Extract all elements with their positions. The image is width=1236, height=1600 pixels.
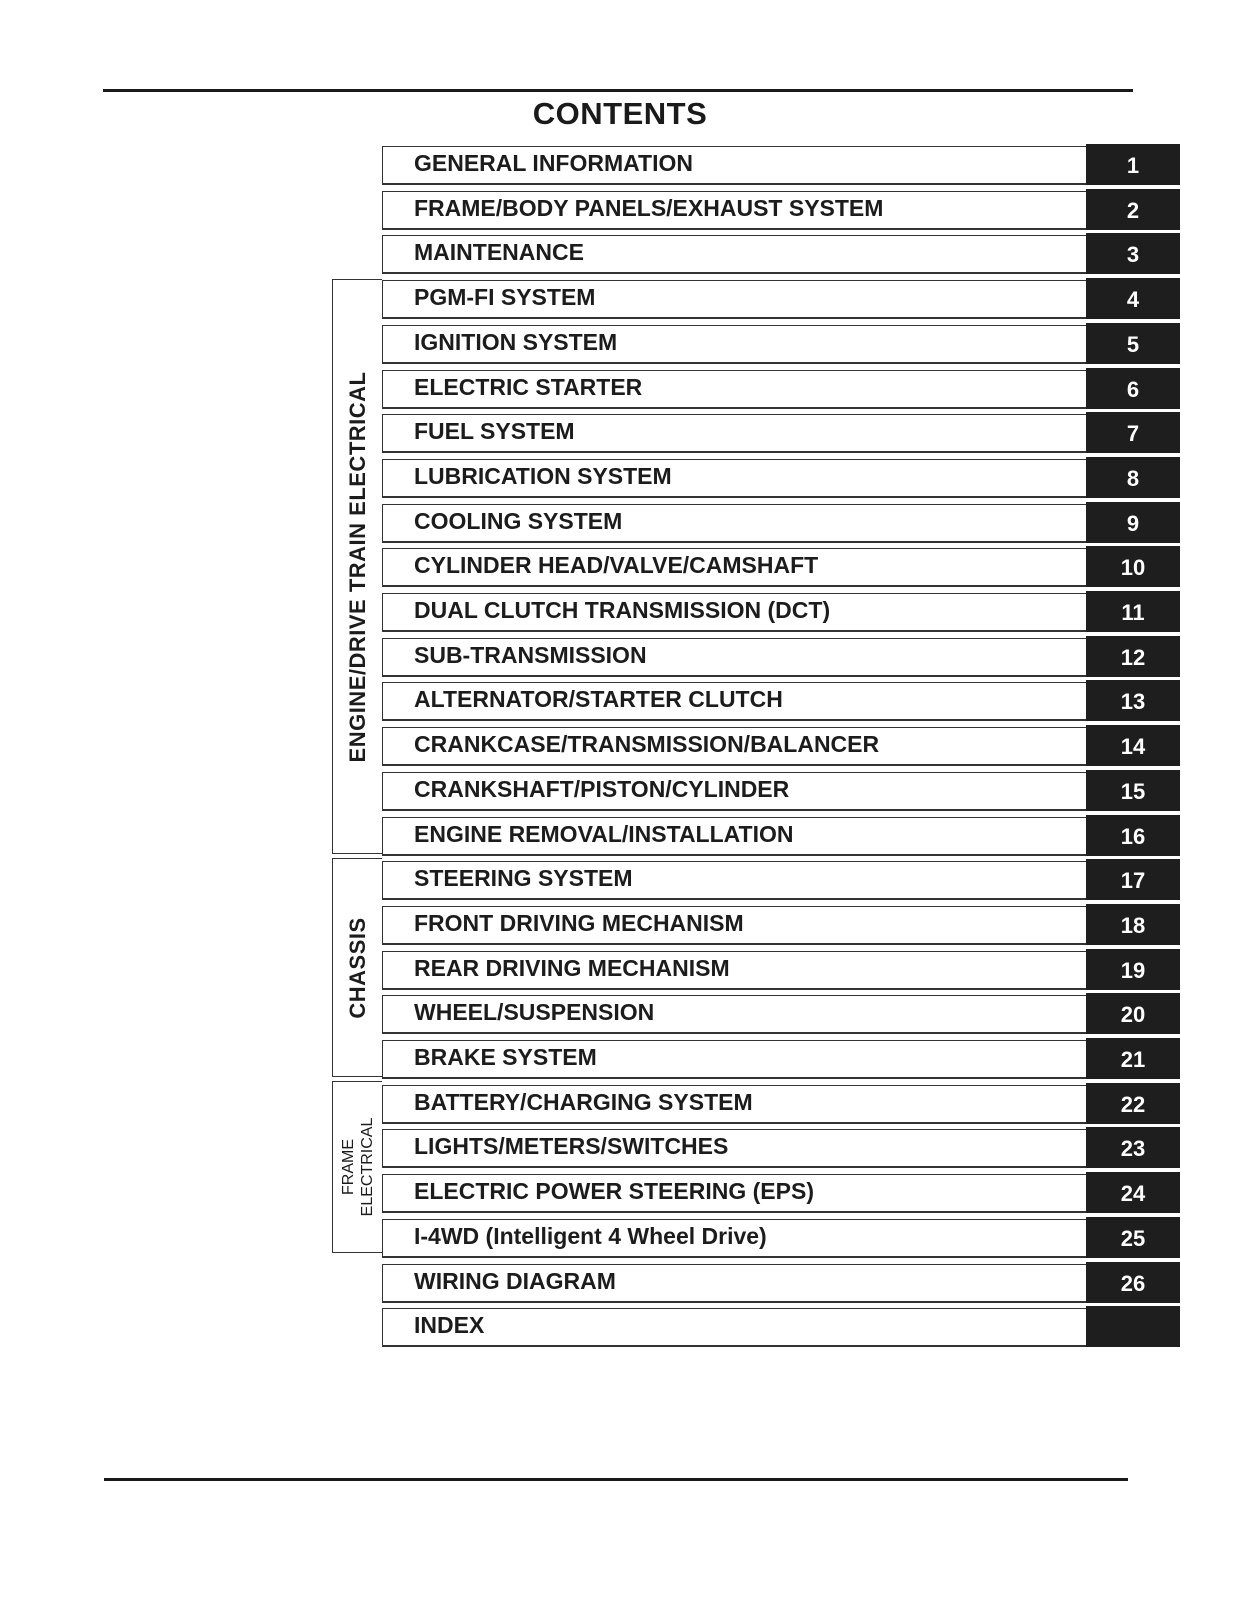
toc-item-label[interactable]: IGNITION SYSTEM: [414, 329, 618, 355]
toc-item-label[interactable]: BRAKE SYSTEM: [414, 1044, 597, 1070]
section-tab[interactable]: 11: [1086, 591, 1180, 632]
group-label-engine: ENGINE/DRIVE TRAIN ELECTRICAL: [344, 371, 370, 762]
section-tab[interactable]: 21: [1086, 1038, 1180, 1079]
group-label-frame-line2: ELECTRICAL: [358, 1117, 376, 1217]
toc-item-box: [382, 995, 1088, 1034]
toc-item-box: [382, 638, 1088, 677]
section-tab[interactable]: 15: [1086, 770, 1180, 811]
toc-item-box: [382, 1129, 1088, 1168]
toc-item[interactable]: [382, 861, 1180, 901]
toc-item-label[interactable]: FRAME/BODY PANELS/EXHAUST SYSTEM: [414, 195, 884, 221]
section-tab[interactable]: [1086, 1306, 1180, 1347]
toc-item-label[interactable]: CRANKCASE/TRANSMISSION/BALANCER: [414, 731, 880, 757]
toc-item-box: [382, 1308, 1088, 1347]
top-rule: [103, 89, 1133, 92]
toc-item-box: [382, 951, 1088, 990]
toc-item[interactable]: [382, 191, 1180, 231]
toc-item-box: [382, 772, 1088, 811]
section-tab[interactable]: 9: [1086, 502, 1180, 543]
page-title: CONTENTS: [532, 96, 708, 131]
toc-item-box: [382, 370, 1088, 409]
toc-item[interactable]: [382, 1085, 1180, 1125]
toc-item-box: [382, 235, 1088, 274]
section-tab[interactable]: 16: [1086, 815, 1180, 856]
toc-item-label[interactable]: SUB-TRANSMISSION: [414, 642, 647, 668]
section-tab[interactable]: 19: [1086, 949, 1180, 990]
toc-item-box: [382, 727, 1088, 766]
section-tab[interactable]: 4: [1086, 278, 1180, 319]
toc-item-box: [382, 1040, 1088, 1079]
section-tab[interactable]: 8: [1086, 457, 1180, 498]
group-chassis: [332, 858, 382, 1077]
toc-item[interactable]: [382, 1129, 1180, 1169]
section-tab[interactable]: 6: [1086, 368, 1180, 409]
toc-item-box: [382, 548, 1088, 587]
section-tab[interactable]: 24: [1086, 1172, 1180, 1213]
toc-item-label[interactable]: DUAL CLUTCH TRANSMISSION (DCT): [414, 597, 831, 623]
section-tab[interactable]: 22: [1086, 1083, 1180, 1124]
toc-item-label[interactable]: CYLINDER HEAD/VALVE/CAMSHAFT: [414, 552, 819, 578]
toc-item[interactable]: [382, 548, 1180, 588]
toc-item-box: [382, 191, 1088, 230]
toc-item-label[interactable]: STEERING SYSTEM: [414, 865, 633, 891]
toc-item[interactable]: [382, 1174, 1180, 1214]
toc-item[interactable]: [382, 146, 1180, 186]
toc-item-label[interactable]: BATTERY/CHARGING SYSTEM: [414, 1089, 753, 1115]
toc-item-label[interactable]: FRONT DRIVING MECHANISM: [414, 910, 744, 936]
group-label-frame: [339, 1118, 377, 1217]
toc-item-label[interactable]: ELECTRIC POWER STEERING (EPS): [414, 1178, 814, 1204]
toc-item-label[interactable]: INDEX: [414, 1312, 485, 1338]
section-tab[interactable]: 3: [1086, 233, 1180, 274]
section-tab[interactable]: 26: [1086, 1262, 1180, 1303]
toc-item[interactable]: [382, 727, 1180, 767]
section-tab[interactable]: 13: [1086, 680, 1180, 721]
toc-item[interactable]: [382, 1308, 1180, 1348]
toc-item[interactable]: [382, 414, 1180, 454]
toc-item-box: [382, 325, 1088, 364]
toc-item-label[interactable]: WIRING DIAGRAM: [414, 1268, 616, 1294]
toc-item-label[interactable]: REAR DRIVING MECHANISM: [414, 955, 730, 981]
toc-item[interactable]: [382, 1264, 1180, 1304]
section-tab[interactable]: 14: [1086, 725, 1180, 766]
toc-item-label[interactable]: I-4WD (Intelligent 4 Wheel Drive): [414, 1223, 767, 1249]
toc-item-box: [382, 1264, 1088, 1303]
toc-item[interactable]: [382, 1040, 1180, 1080]
toc-item[interactable]: [382, 280, 1180, 320]
toc-item-label[interactable]: LIGHTS/METERS/SWITCHES: [414, 1133, 729, 1159]
toc-item-box: [382, 593, 1088, 632]
toc-item[interactable]: [382, 906, 1180, 946]
toc-item-box: [382, 1219, 1088, 1258]
section-tab[interactable]: 23: [1086, 1127, 1180, 1168]
toc-item[interactable]: [382, 638, 1180, 678]
toc-item-label[interactable]: LUBRICATION SYSTEM: [414, 463, 672, 489]
group-label-chassis: CHASSIS: [344, 916, 370, 1019]
toc-item-label[interactable]: COOLING SYSTEM: [414, 508, 623, 534]
toc-item[interactable]: [382, 504, 1180, 544]
toc-item-box: [382, 906, 1088, 945]
section-tab[interactable]: 12: [1086, 636, 1180, 677]
toc-item[interactable]: [382, 325, 1180, 365]
toc-item-box: [382, 146, 1088, 185]
toc-item-box: [382, 414, 1088, 453]
section-tab[interactable]: 25: [1086, 1217, 1180, 1258]
toc-item[interactable]: [382, 593, 1180, 633]
toc-item[interactable]: [382, 682, 1180, 722]
toc-item-box: [382, 280, 1088, 319]
section-tab[interactable]: 17: [1086, 859, 1180, 900]
toc-item[interactable]: [382, 951, 1180, 991]
toc-item[interactable]: [382, 370, 1180, 410]
section-tab[interactable]: 20: [1086, 993, 1180, 1034]
group-frame-electrical: [332, 1081, 382, 1253]
toc-item-label[interactable]: FUEL SYSTEM: [414, 418, 575, 444]
toc-item-box: [382, 817, 1088, 856]
toc-item[interactable]: [382, 772, 1180, 812]
toc-item-box: [382, 459, 1088, 498]
toc-item-label[interactable]: MAINTENANCE: [414, 239, 584, 265]
toc-item-label[interactable]: PGM-FI SYSTEM: [414, 284, 596, 310]
bottom-rule: [104, 1478, 1128, 1481]
toc-item-box: [382, 682, 1088, 721]
section-tab[interactable]: 7: [1086, 412, 1180, 453]
toc-item-label[interactable]: ELECTRIC STARTER: [414, 374, 643, 400]
toc-item-label[interactable]: WHEEL/SUSPENSION: [414, 999, 655, 1025]
section-tab[interactable]: 5: [1086, 323, 1180, 364]
toc-item[interactable]: [382, 995, 1180, 1035]
toc-item-label[interactable]: GENERAL INFORMATION: [414, 150, 693, 176]
toc-item[interactable]: [382, 235, 1180, 275]
section-tab[interactable]: 1: [1086, 144, 1180, 185]
section-tab[interactable]: 10: [1086, 546, 1180, 587]
section-tab[interactable]: 18: [1086, 904, 1180, 945]
section-tab[interactable]: 2: [1086, 189, 1180, 230]
toc-item-label[interactable]: ALTERNATOR/STARTER CLUTCH: [414, 686, 783, 712]
toc-item-label[interactable]: CRANKSHAFT/PISTON/CYLINDER: [414, 776, 790, 802]
toc-item[interactable]: [382, 459, 1180, 499]
group-label-frame-line1: FRAME: [339, 1139, 357, 1196]
group-engine-drive-train-electrical: [332, 279, 382, 854]
toc-item[interactable]: [382, 1219, 1180, 1259]
toc-item-label[interactable]: ENGINE REMOVAL/INSTALLATION: [414, 821, 794, 847]
toc-item-box: [382, 861, 1088, 900]
toc-item-box: [382, 1085, 1088, 1124]
toc-item[interactable]: [382, 817, 1180, 857]
toc-item-box: [382, 504, 1088, 543]
toc-item-box: [382, 1174, 1088, 1213]
